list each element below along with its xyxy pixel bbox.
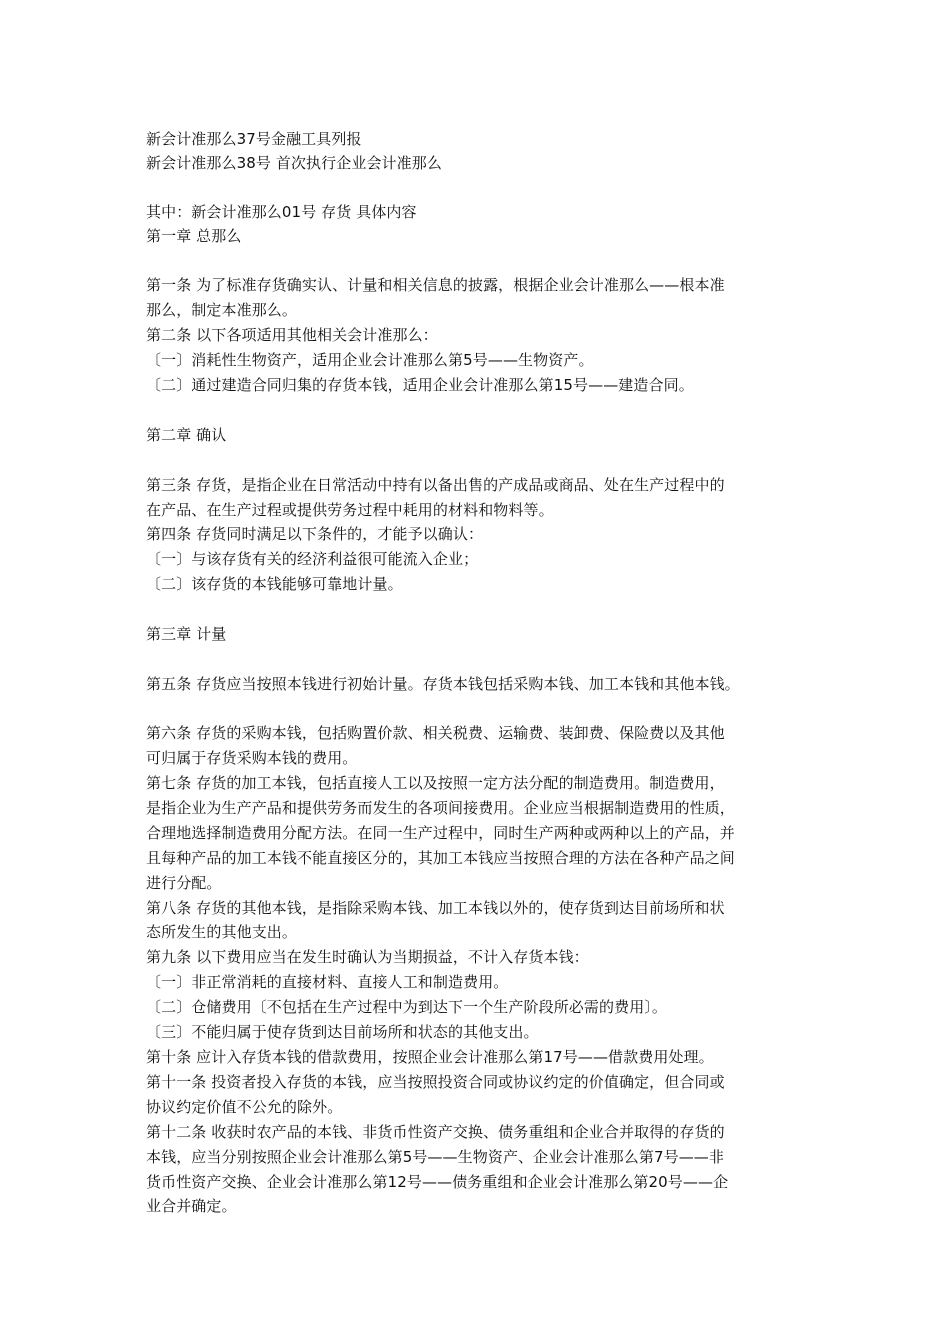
text-line-standard-37: 新会计准那么37号金融工具列报 (146, 130, 362, 148)
chapter-heading-3: 第三章 计量 (146, 625, 227, 643)
article-1-line-2: 那么，制定本准那么。 (146, 301, 298, 319)
article-6-line-2: 可归属于存货采购本钱的费用。 (146, 749, 358, 767)
text-line-standard-38: 新会计准那么38号 首次执行企业会计准那么 (146, 154, 442, 172)
article-2-item-1: 〔一〕消耗性生物资产，适用企业会计准那么第5号——生物资产。 (146, 351, 594, 369)
article-9-item-2: 〔二〕仓储费用〔不包括在生产过程中为到达下一个生产阶段所必需的费用〕。 (146, 998, 668, 1016)
text-line-intro: 其中：新会计准那么01号 存货 具体内容 (146, 203, 417, 221)
article-3-line-1: 第三条 存货，是指企业在日常活动中持有以备出售的产成品或商品、处在生产过程中的 (146, 476, 725, 494)
article-7-line-4: 且每种产品的加工本钱不能直接区分的，其加工本钱应当按照合理的方法在各种产品之间 (146, 849, 735, 867)
article-4: 第四条 存货同时满足以下条件的，才能予以确认： (146, 525, 484, 543)
article-9-item-3: 〔三〕不能归属于使存货到达目前场所和状态的其他支出。 (146, 1023, 539, 1041)
article-9-item-1: 〔一〕非正常消耗的直接材料、直接人工和制造费用。 (146, 973, 509, 991)
article-11-line-1: 第十一条 投资者投入存货的本钱，应当按照投资合同或协议约定的价值确定，但合同或 (146, 1073, 725, 1091)
article-4-item-1: 〔一〕与该存货有关的经济利益很可能流入企业； (146, 550, 479, 568)
article-10: 第十条 应计入存货本钱的借款费用，按照企业会计准那么第17号——借款费用处理。 (146, 1048, 714, 1066)
article-7-line-3: 合理地选择制造费用分配方法。在同一生产过程中，同时生产两种或两种以上的产品，并 (146, 824, 735, 842)
article-11-line-2: 协议约定价值不公允的除外。 (146, 1098, 343, 1116)
article-3-line-2: 在产品、在生产过程或提供劳务过程中耗用的材料和物料等。 (146, 501, 554, 519)
article-6-line-1: 第六条 存货的采购本钱，包括购置价款、相关税费、运输费、装卸费、保险费以及其他 (146, 724, 725, 742)
article-8-line-2: 态所发生的其他支出。 (146, 923, 298, 941)
article-5: 第五条 存货应当按照本钱进行初始计量。存货本钱包括采购本钱、加工本钱和其他本钱。 (146, 675, 740, 693)
chapter-heading-1: 第一章 总那么 (146, 227, 242, 245)
article-7-line-1: 第七条 存货的加工本钱，包括直接人工以及按照一定方法分配的制造费用。制造费用， (146, 774, 725, 792)
article-2: 第二条 以下各项适用其他相关会计准那么： (146, 326, 438, 344)
article-12-line-2: 本钱，应当分别按照企业会计准那么第5号——生物资产、企业会计准那么第7号——非 (146, 1148, 724, 1166)
article-4-item-2: 〔二〕该存货的本钱能够可靠地计量。 (146, 575, 403, 593)
chapter-heading-2: 第二章 确认 (146, 426, 227, 444)
article-1-line-1: 第一条 为了标准存货确实认、计量和相关信息的披露，根据企业会计准那么——根本准 (146, 276, 725, 294)
article-9: 第九条 以下费用应当在发生时确认为当期损益，不计入存货本钱： (146, 948, 589, 966)
article-2-item-2: 〔二〕通过建造合同归集的存货本钱，适用企业会计准那么第15号——建造合同。 (146, 376, 694, 394)
article-12-line-1: 第十二条 收获时农产品的本钱、非货币性资产交换、债务重组和企业合并取得的存货的 (146, 1123, 725, 1141)
article-12-line-4: 业合并确定。 (146, 1197, 237, 1215)
article-7-line-5: 进行分配。 (146, 874, 222, 892)
article-7-line-2: 是指企业为生产产品和提供劳务而发生的各项间接费用。企业应当根据制造费用的性质， (146, 799, 735, 817)
article-8-line-1: 第八条 存货的其他本钱，是指除采购本钱、加工本钱以外的，使存货到达目前场所和状 (146, 899, 725, 917)
article-12-line-3: 货币性资产交换、企业会计准那么第12号——债务重组和企业会计准那么第20号——企 (146, 1173, 729, 1191)
